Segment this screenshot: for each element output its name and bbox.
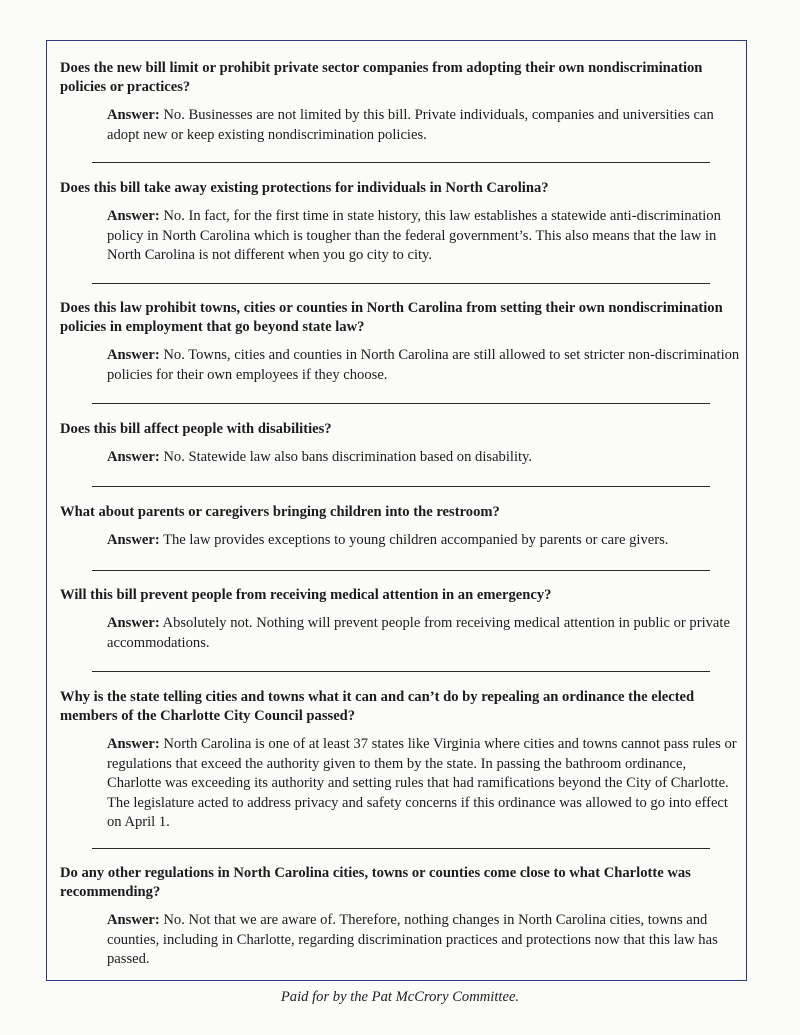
answer-block <box>107 207 740 266</box>
answer-label: Answer: <box>107 208 160 224</box>
answer-label: Answer: <box>107 736 160 752</box>
answer-text: North Carolina is one of at least 37 states like Virginia where cities and towns cannot pass rules or regulations that exceed the authority given to them by the state. In passing the bathroom ordinance, Charlotte was exceeding its authority and setting rules that had ramifications beyond the City of Charlotte. The legislature acted to address privacy and safety concerns if this ordinance was allowed to go into effect on April 1. <box>107 736 737 830</box>
divider <box>92 848 710 849</box>
divider <box>92 570 710 571</box>
answer-text: The law provides exceptions to young children accompanied by parents or care givers. <box>163 532 669 548</box>
answer-label: Answer: <box>107 347 160 363</box>
faq-item-1 <box>60 59 740 145</box>
divider <box>92 486 710 487</box>
faq-item-7 <box>60 688 740 833</box>
answer-label: Answer: <box>107 615 160 631</box>
answer-text: Absolutely not. Nothing will prevent people from receiving medical attention in public or private accommodations. <box>107 615 730 651</box>
answer-block <box>107 448 740 468</box>
divider <box>92 162 710 163</box>
question-text: What about parents or caregivers bringing children into the restroom? <box>60 504 500 520</box>
divider <box>92 671 710 672</box>
answer-block <box>107 106 740 145</box>
question-text: Does this bill take away existing protections for individuals in North Carolina? <box>60 180 549 196</box>
answer-text: No. In fact, for the first time in state history, this law establishes a statewide anti-discrimination policy in North Carolina which is tougher than the federal government’s. This also means that the law in North Carolina is not different when you go city to city. <box>107 208 721 263</box>
paid-for-disclaimer: Paid for by the Pat McCrory Committee. <box>280 989 520 1005</box>
faq-item-6 <box>60 586 740 653</box>
answer-block <box>107 531 740 551</box>
answer-text: No. Statewide law also bans discrimination based on disability. <box>163 449 533 465</box>
question-text: Does this law prohibit towns, cities or counties in North Carolina from setting their own nondiscrimination policies in employment that go beyond state law? <box>60 300 723 335</box>
divider <box>92 283 710 284</box>
question-text: Will this bill prevent people from receiving medical attention in an emergency? <box>60 587 552 603</box>
question-text: Do any other regulations in North Carolina cities, towns or counties come close to what Charlotte was recommending? <box>60 865 691 900</box>
answer-label: Answer: <box>107 912 160 928</box>
divider <box>92 403 710 404</box>
faq-item-5 <box>60 503 740 551</box>
answer-block <box>107 911 740 970</box>
answer-text: No. Not that we are aware of. Therefore, nothing changes in North Carolina cities, towns and counties, including in Charlotte, regarding discrimination practices and protections now that this law has passed. <box>107 912 718 967</box>
answer-label: Answer: <box>107 449 160 465</box>
answer-block <box>107 614 740 653</box>
faq-item-3 <box>60 299 740 385</box>
answer-text: No. Businesses are not limited by this bill. Private individuals, companies and universities can adopt new or keep existing nondiscrimination policies. <box>107 107 714 143</box>
answer-label: Answer: <box>107 532 160 548</box>
answer-block <box>107 735 740 833</box>
answer-label: Answer: <box>107 107 160 123</box>
question-text: Why is the state telling cities and towns what it can and can’t do by repealing an ordinance the elected members of the Charlotte City Council passed? <box>60 689 695 724</box>
question-text: Does the new bill limit or prohibit private sector companies from adopting their own nondiscrimination policies or practices? <box>60 60 703 95</box>
faq-item-2 <box>60 179 740 266</box>
faq-item-4 <box>60 420 740 468</box>
faq-item-8 <box>60 864 740 970</box>
answer-text: No. Towns, cities and counties in North Carolina are still allowed to set stricter non-discrimination policies for their own employees if they choose. <box>107 347 740 383</box>
question-text: Does this bill affect people with disabilities? <box>60 421 332 437</box>
answer-block <box>107 346 740 385</box>
